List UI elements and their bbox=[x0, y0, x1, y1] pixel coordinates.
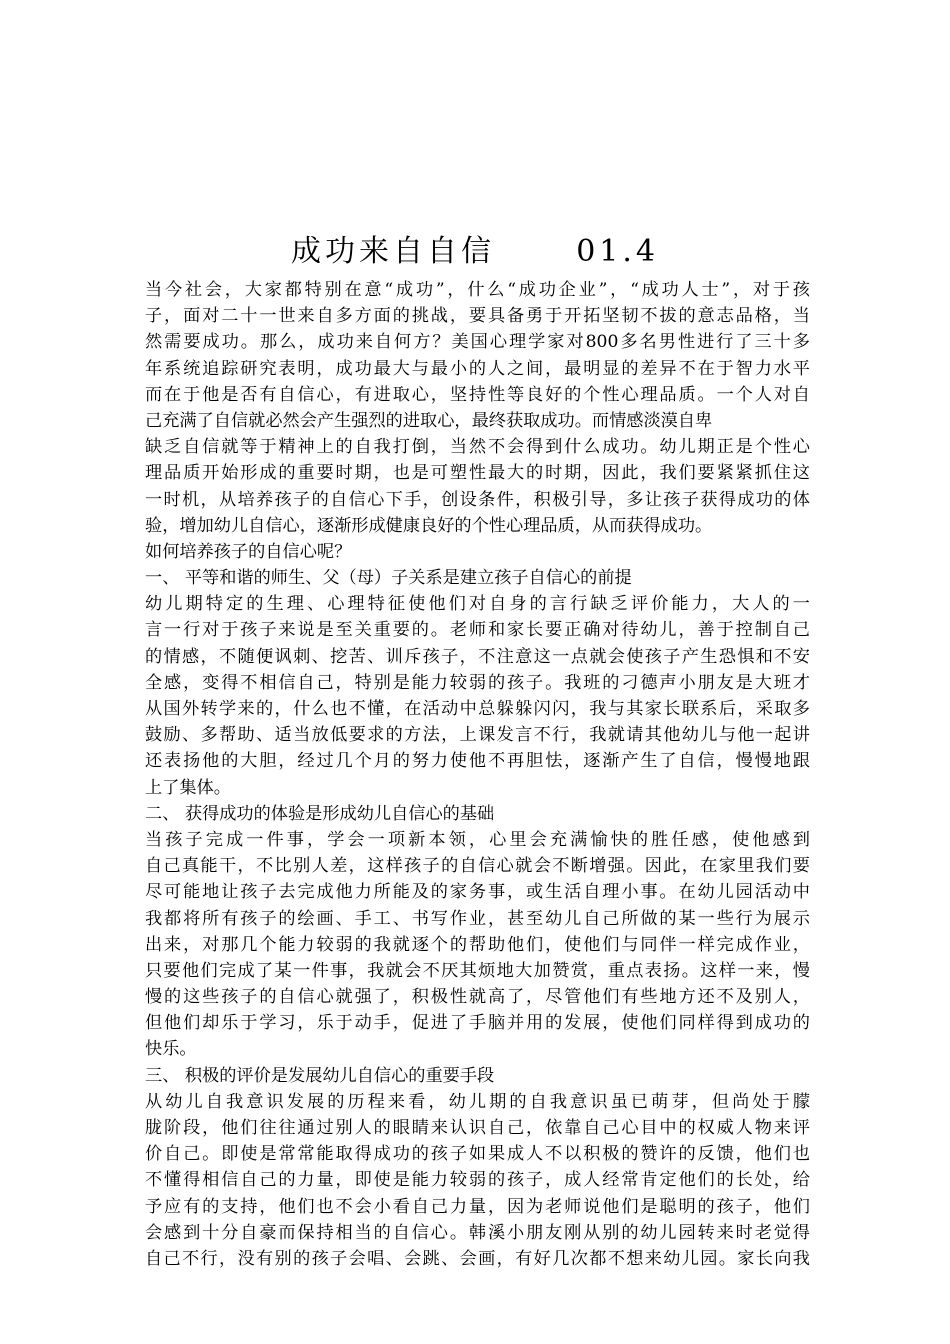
paragraph-line: 上了集体。 bbox=[145, 777, 231, 798]
paragraph-line: 予应有的支持，他们也不会小看自己力量，因为老师说他们是聪明的孩子，他们 bbox=[145, 1196, 810, 1217]
paragraph-line: 快乐。 bbox=[145, 1039, 197, 1060]
paragraph-line: 自己真能干，不比别人差，这样孩子的自信心就会不断增强。因此，在家里我们要 bbox=[145, 856, 810, 877]
paragraph-line: 从国外转学来的，什么也不懂，在活动中总躲躲闪闪，我与其家长联系后，采取多 bbox=[145, 699, 810, 719]
paragraph-line: 验，增加幼儿自信心，逐渐形成健康良好的个性心理品质，从而获得成功。 bbox=[145, 515, 713, 536]
paragraph-line: 但他们却乐于学习，乐于动手，促进了手脑并用的发展，使他们同样得到成功的 bbox=[145, 1013, 810, 1034]
paragraph-line: 如何培养孩子的自信心呢？ bbox=[145, 541, 352, 562]
paragraph-line: 鼓励、多帮助、适当放低要求的方法，上课发言不行，我就请其他幼儿与他一起讲 bbox=[145, 725, 810, 746]
paragraph-line: 幼儿期特定的生理、心理特征使他们对自身的言行缺乏评价能力，大人的一 bbox=[145, 594, 810, 615]
paragraph-line: 只要他们完成了某一件事，我就会不厌其烦地大加赞赏，重点表扬。这样一来，慢 bbox=[145, 960, 810, 981]
paragraph-line: 价自己。即使是常常能取得成功的孩子如果成人不以积极的赞许的反馈，他们也 bbox=[145, 1144, 810, 1165]
paragraph-line: 还表扬他的大胆，经过几个月的努力使他不再胆怯，逐渐产生了自信，慢慢地跟 bbox=[145, 751, 810, 772]
paragraph-line: 一、 平等和谐的师生、父（母）子关系是建立孩子自信心的前提 bbox=[145, 568, 632, 589]
paragraph-line: 而在于他是否有自信心，有进取心，坚持性等良好的个性心理品质。一个人对自 bbox=[145, 384, 810, 405]
document-body bbox=[145, 277, 810, 1272]
paragraph-line: 己充满了自信就必然会产生强烈的进取心，最终获取成功。而情感淡漠自卑 bbox=[145, 410, 713, 431]
paragraph-line: 三、 积极的评价是发展幼儿自信心的重要手段 bbox=[145, 1065, 495, 1086]
paragraph-line: 的情感，不随便讽刺、挖苦、训斥孩子，不注意这一点就会使孩子产生恐惧和不安 bbox=[145, 646, 810, 667]
paragraph-line: 然需要成功。那么，成功来自何方？美国心理学家对800多名男性进行了三十多 bbox=[145, 332, 810, 353]
paragraph-line: 从幼儿自我意识发展的历程来看，幼儿期的自我意识虽已萌芽，但尚处于朦 bbox=[145, 1091, 810, 1112]
paragraph-line: 言一行对于孩子来说是至关重要的。老师和家长要正确对待幼儿，善于控制自己 bbox=[145, 620, 810, 641]
paragraph-line: 自己不行，没有别的孩子会唱、会跳、会画，有好几次都不想来幼儿园。家长向我 bbox=[145, 1248, 810, 1269]
paragraph-line: 当孩子完成一件事，学会一项新本领，心里会充满愉快的胜任感，使他感到 bbox=[145, 829, 810, 850]
paragraph-line: 缺乏自信就等于精神上的自我打倒，当然不会得到什么成功。幼儿期正是个性心 bbox=[145, 437, 810, 458]
paragraph-line: 会感到十分自豪而保持相当的自信心。韩溪小朋友刚从别的幼儿园转来时老觉得 bbox=[145, 1222, 810, 1243]
paragraph-line: 胧阶段，他们往往通过别人的眼睛来认识自己，依靠自己心目中的权威人物来评 bbox=[145, 1118, 810, 1138]
paragraph-line: 出来，对那几个能力较弱的我就逐个的帮助他们，使他们与同伴一样完成作业， bbox=[145, 934, 810, 955]
paragraph-line: 不懂得相信自己的力量，即使是能力较弱的孩子，成人经常肯定他们的长处，给 bbox=[145, 1170, 810, 1191]
document-title: 成功来自自信 01.4 bbox=[290, 234, 659, 269]
paragraph-line: 二、 获得成功的体验是形成幼儿自信心的基础 bbox=[145, 803, 495, 824]
paragraph-line: 全感，变得不相信自己，特别是能力较弱的孩子。我班的刁德声小朋友是大班才 bbox=[145, 672, 810, 693]
paragraph-line: 年系统追踪研究表明，成功最大与最小的人之间，最明显的差异不在于智力水平 bbox=[145, 358, 810, 379]
paragraph-line: 当今社会，大家都特别在意“成功”，什么“成功企业”，“成功人士”，对于孩 bbox=[145, 280, 810, 300]
paragraph-line: 慢的这些孩子的自信心就强了，积极性就高了，尽管他们有些地方还不及别人， bbox=[145, 987, 810, 1008]
paragraph-line: 一时机，从培养孩子的自信心下手，创设条件，积极引导，多让孩子获得成功的体 bbox=[145, 489, 810, 510]
paragraph-line: 理品质开始形成的重要时期，也是可塑性最大的时期，因此，我们要紧紧抓住这 bbox=[145, 463, 810, 484]
paragraph-line: 子，面对二十一世来自多方面的挑战，要具备勇于开拓坚韧不拔的意志品格，当 bbox=[145, 306, 810, 327]
paragraph-line: 我都将所有孩子的绘画、手工、书写作业，甚至幼儿自己所做的某一些行为展示 bbox=[145, 908, 810, 929]
paragraph-line: 尽可能地让孩子去完成他力所能及的家务事，或生活自理小事。在幼儿园活动中 bbox=[145, 882, 810, 903]
